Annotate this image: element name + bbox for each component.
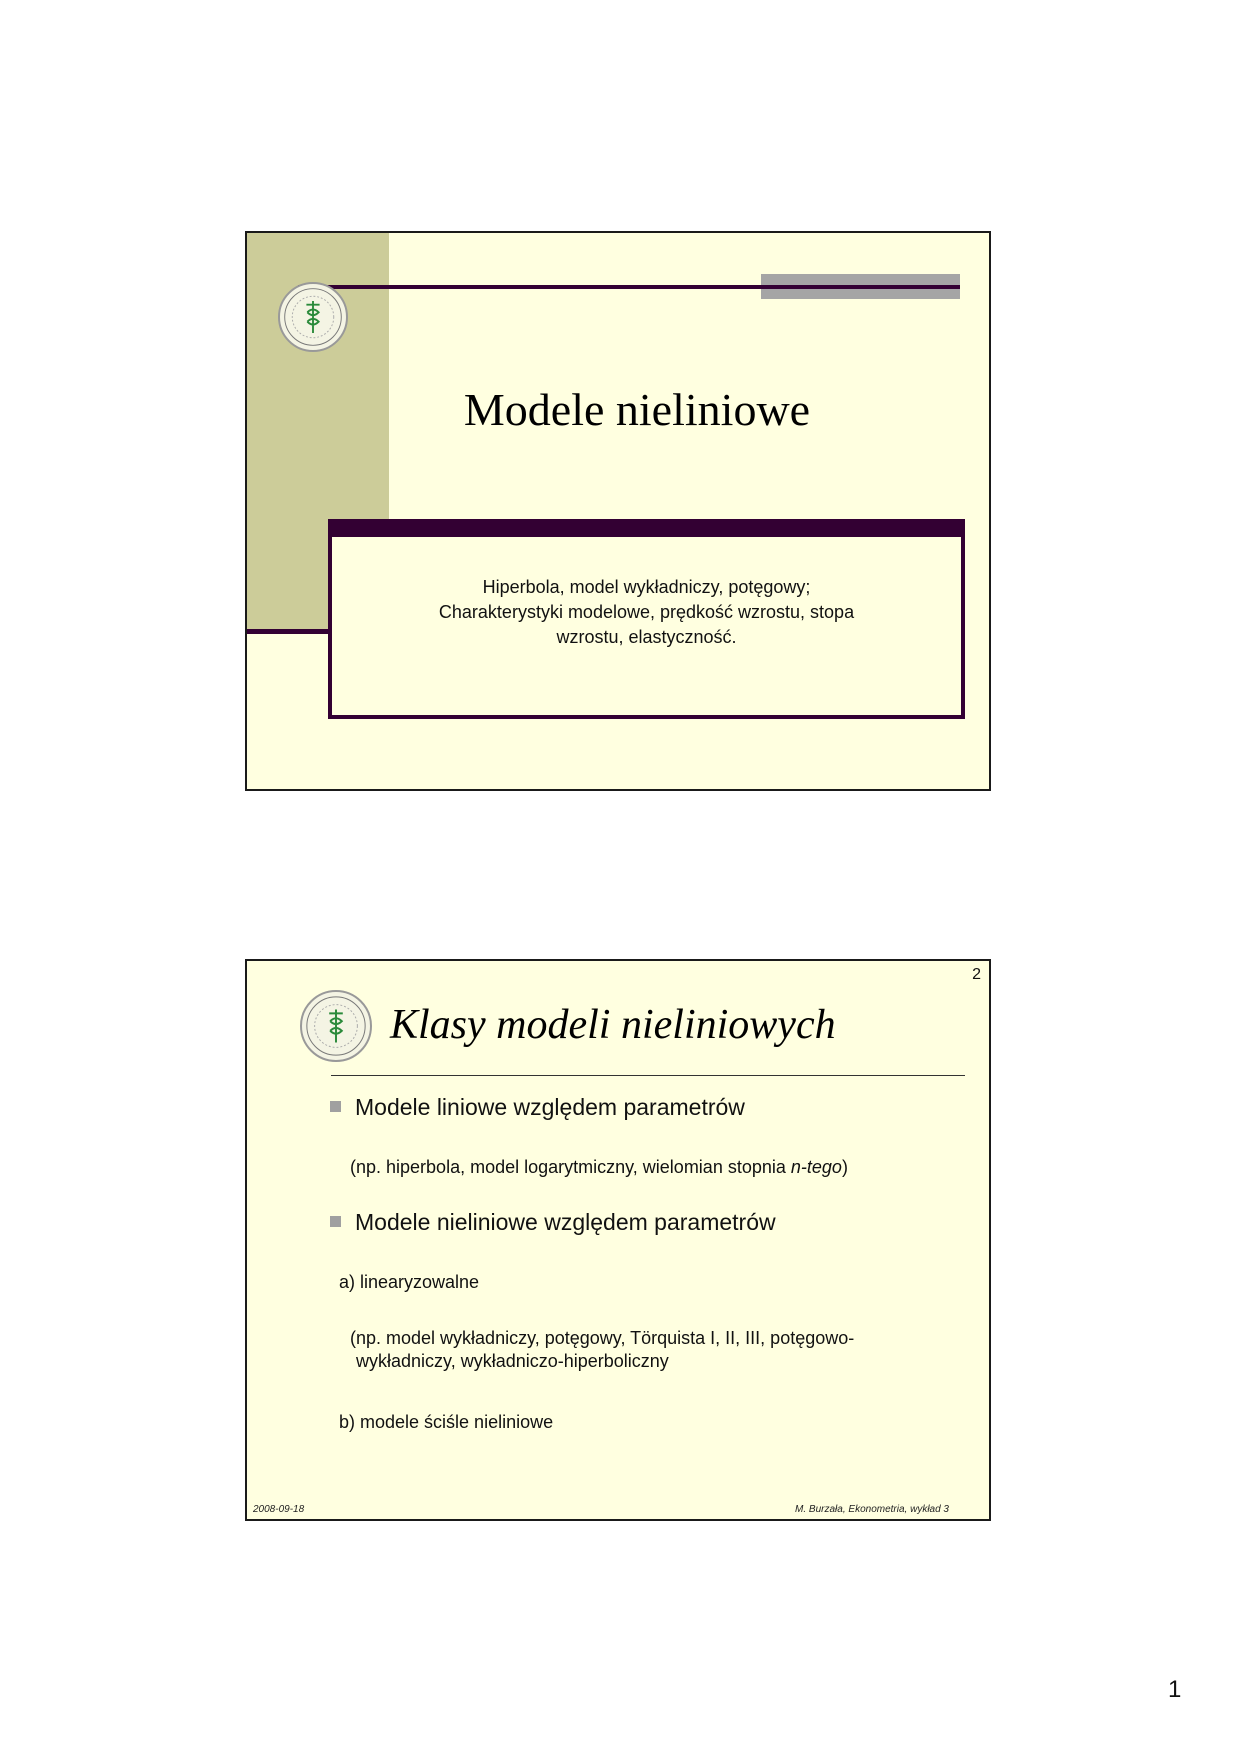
title-rule bbox=[331, 1075, 965, 1076]
bullet-text: Modele liniowe względem parametrów bbox=[355, 1094, 745, 1120]
slide-number: 2 bbox=[972, 966, 981, 983]
panel-underline bbox=[247, 629, 331, 634]
university-seal-icon bbox=[300, 990, 372, 1062]
bullet-item bbox=[330, 1094, 745, 1121]
university-seal-icon bbox=[278, 282, 348, 352]
example-note-2 bbox=[350, 1327, 854, 1373]
subtitle-line: wzrostu, elastyczność. bbox=[556, 627, 737, 647]
bullet-text: Modele nieliniowe względem parametrów bbox=[355, 1209, 776, 1235]
top-rule bbox=[298, 285, 960, 289]
note-italic: n-tego bbox=[790, 1157, 842, 1177]
bullet-item bbox=[330, 1209, 776, 1236]
square-bullet-icon bbox=[330, 1101, 341, 1112]
subtitle-text bbox=[332, 575, 961, 650]
slide-1 bbox=[245, 231, 991, 791]
example-note bbox=[350, 1156, 848, 1179]
footer-date: 2008-09-18 bbox=[253, 1504, 305, 1515]
subtitle-line: Charakterystyki modelowe, prędkość wzrostu, stopa bbox=[438, 602, 855, 622]
subtitle-line: Hiperbola, model wykładniczy, potęgowy; bbox=[482, 577, 811, 597]
slide-title: Modele nieliniowe bbox=[463, 384, 811, 435]
slide-title: Klasy modeli nieliniowych bbox=[390, 1002, 836, 1048]
slide-2 bbox=[245, 959, 991, 1521]
note-line: wykładniczy, wykładniczo-hiperboliczny bbox=[356, 1351, 669, 1371]
note-text: (np. hiperbola, model logarytmiczny, wielomian stopnia bbox=[350, 1157, 791, 1177]
note-text: ) bbox=[841, 1157, 848, 1177]
subtitle-box bbox=[328, 519, 965, 719]
note-line: (np. model wykładniczy, potęgowy, Törquista I, II, III, potęgowo- bbox=[350, 1328, 855, 1348]
square-bullet-icon bbox=[330, 1216, 341, 1227]
sub-item-b: b) modele ściśle nieliniowe bbox=[339, 1412, 554, 1432]
sub-item-a: a) linearyzowalne bbox=[339, 1272, 480, 1292]
footer-author: M. Burzała, Ekonometria, wykład 3 bbox=[795, 1504, 949, 1515]
page-number: 1 bbox=[1168, 1676, 1182, 1703]
